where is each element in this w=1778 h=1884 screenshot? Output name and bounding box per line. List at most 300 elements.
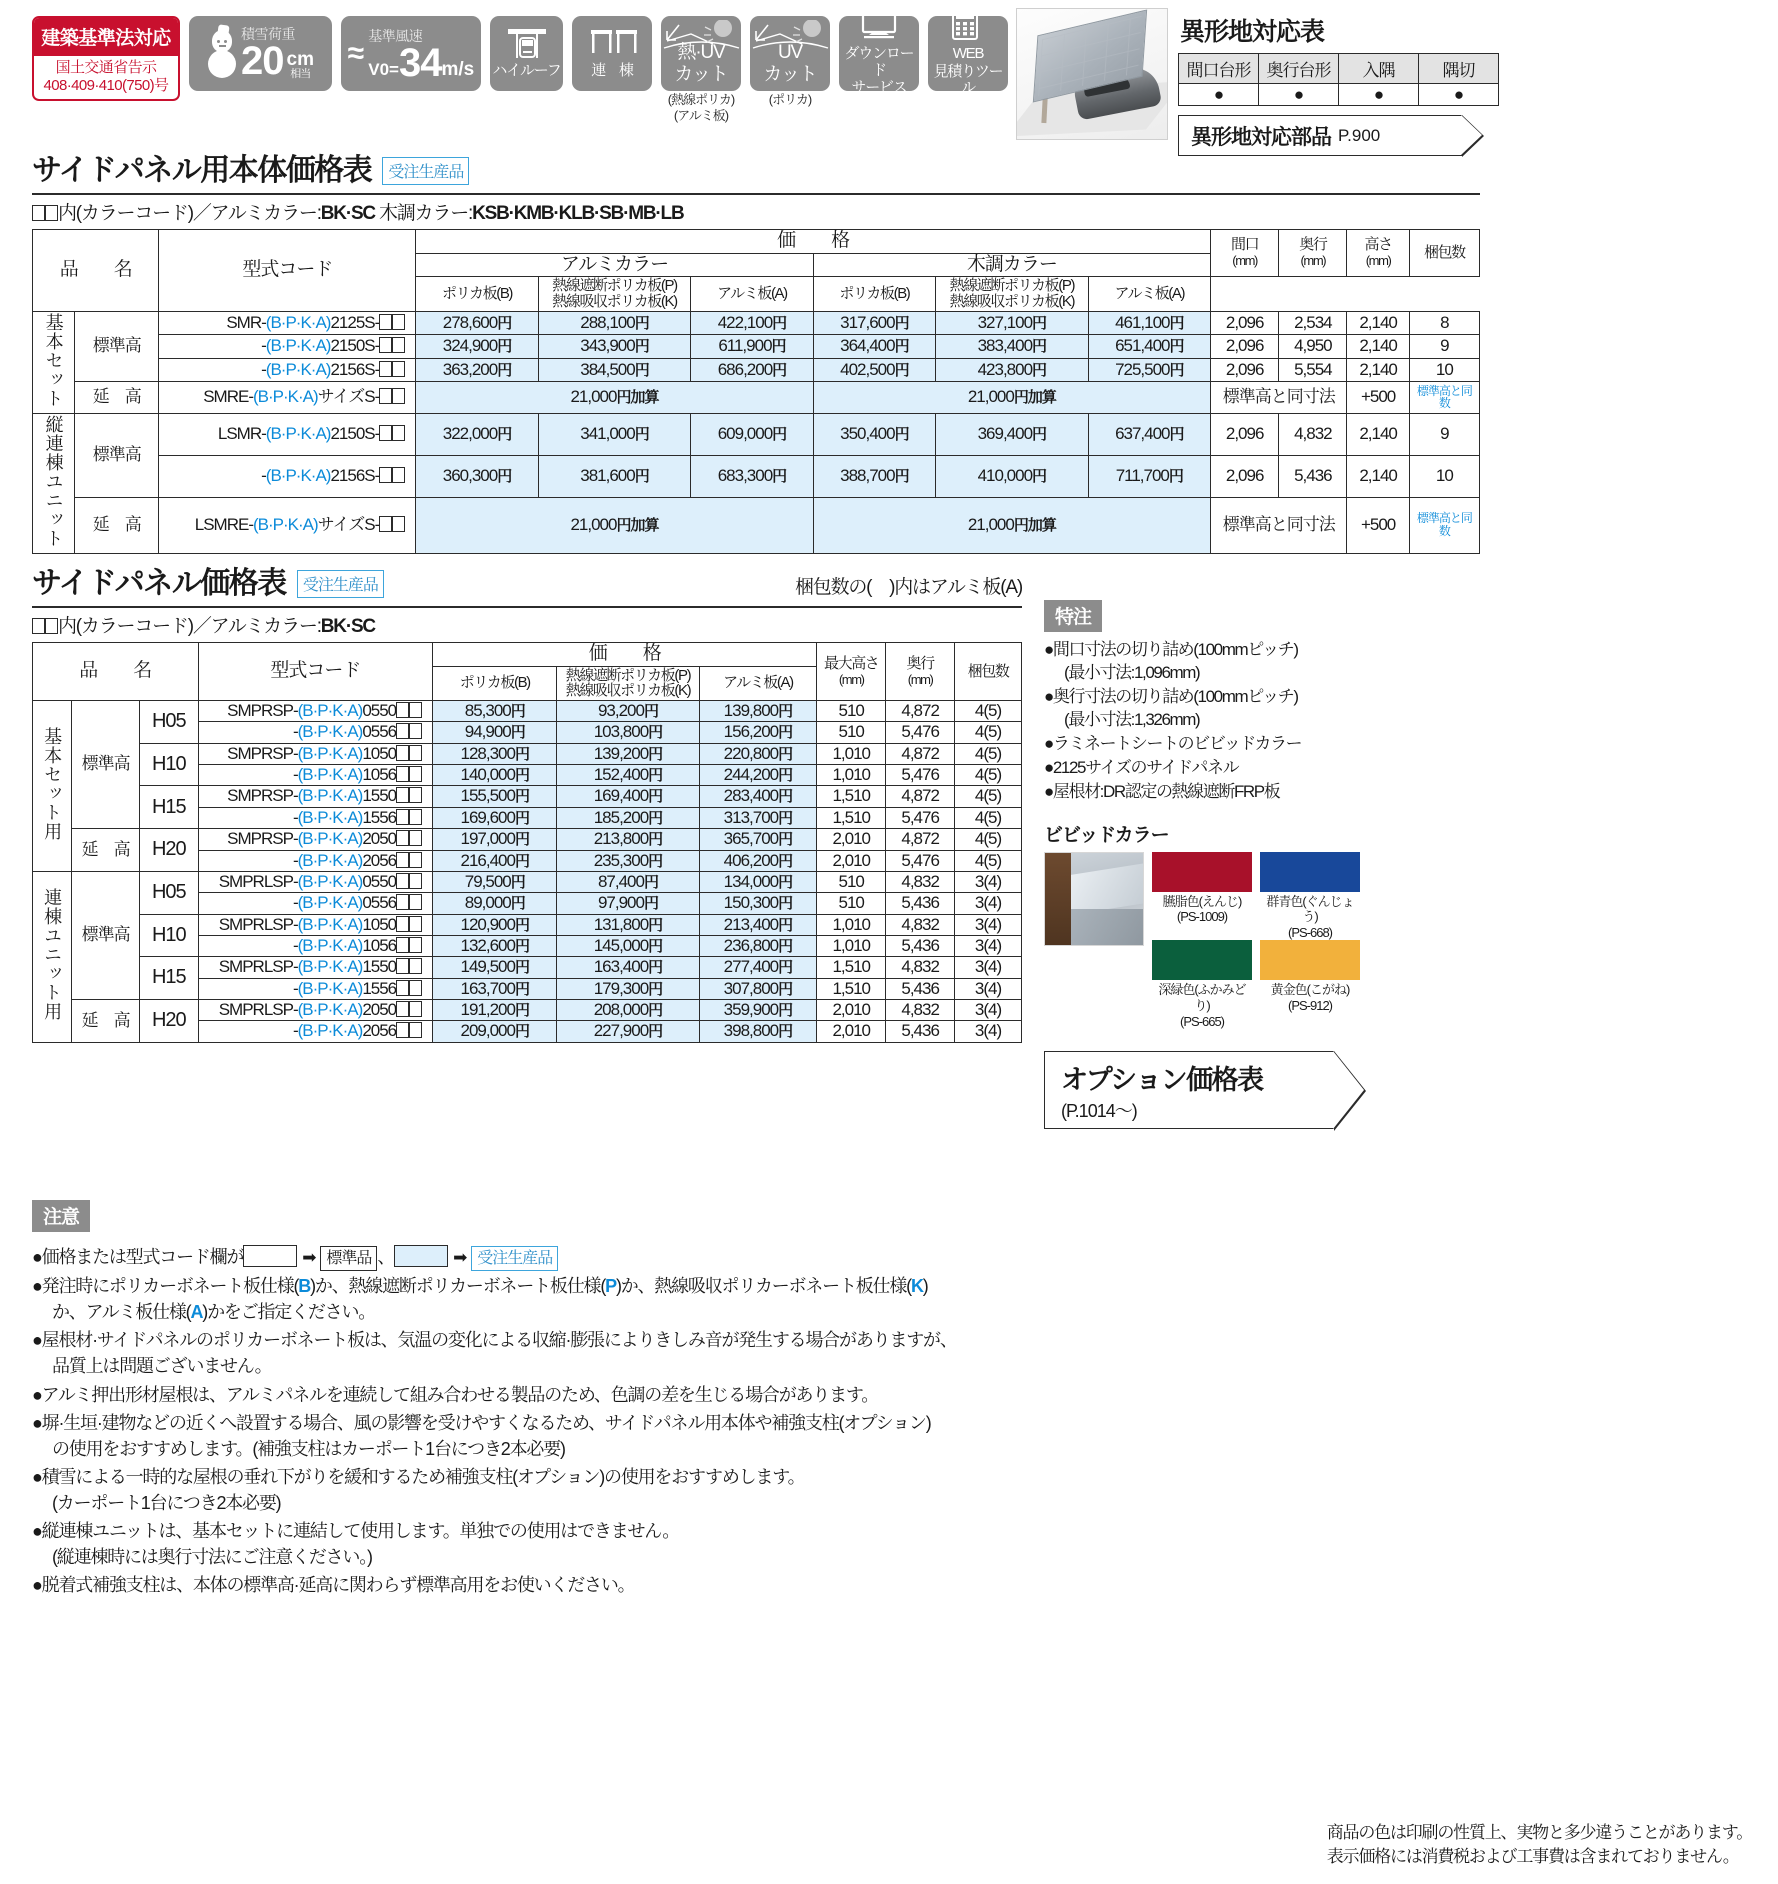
- table-row: [33, 871, 1022, 892]
- note-sub: 品質上は問題ございません。: [52, 1356, 272, 1377]
- s1-h-code: 型式コード: [159, 230, 416, 312]
- section2-heading: [32, 558, 1022, 602]
- dim-konpou: 標準高と同数: [1409, 382, 1479, 414]
- model-code: SMR-(B·P·K·A)2125S-: [159, 311, 416, 335]
- snow-load-label: 積雪荷重: [241, 26, 296, 42]
- dim-konpou: 3(4): [955, 1021, 1022, 1042]
- list-item-main: ●2125サイズのサイドパネル: [1044, 757, 1239, 777]
- option-price-page: (P.1014〜): [1061, 1100, 1137, 1121]
- list-item-main: ●間口寸法の切り詰め(100mmピッチ): [1044, 640, 1298, 659]
- price-poly: 79,500円: [433, 871, 557, 892]
- option-price-ribbon[interactable]: [1044, 1051, 1334, 1129]
- special-order-sidebar: [1044, 600, 1374, 1129]
- s2-h-code: 型式コード: [198, 643, 433, 701]
- s1-h-a-heat: 熱線遮断ポリカ板(P) 熱線吸収ポリカ板(K): [538, 277, 691, 312]
- table-row: [33, 413, 1480, 455]
- price-alumi: 307,800円: [699, 978, 817, 999]
- price-w-alumi: 725,500円: [1088, 358, 1210, 382]
- height-label: 標準高: [75, 311, 159, 382]
- price-a-heat: 381,600円: [538, 455, 691, 497]
- price-w-alumi: 651,400円: [1088, 335, 1210, 359]
- dim-konpou: 4(5): [955, 722, 1022, 743]
- dim-okuyuki: 5,476: [886, 765, 955, 786]
- model-code: -(B·P·K·A)2150S-: [159, 335, 416, 359]
- price-heat: 227,900円: [557, 1021, 699, 1042]
- dim-span: 標準高と同寸法: [1211, 497, 1347, 554]
- notes-tag: 注意: [32, 1200, 90, 1232]
- s1-h-w-heat: 熱線遮断ポリカ板(P) 熱線吸収ポリカ板(K): [936, 277, 1089, 312]
- group-label: 連棟ユニット用: [33, 871, 72, 1042]
- height-label: 延 高: [75, 497, 159, 554]
- dim-maxh: 510: [817, 722, 886, 743]
- multi-bay-label: 連 棟: [591, 62, 633, 80]
- group-label: 基本セット用: [33, 701, 72, 872]
- notes-list: [32, 1244, 1032, 1598]
- dim-konpou: 4(5): [955, 829, 1022, 850]
- s2-h-okuyuki: 奥行 (mm): [886, 643, 955, 701]
- model-code: SMRE-(B·P·K·A)サイズS-: [159, 382, 416, 414]
- badge-law-title: 建築基準法対応: [34, 18, 178, 56]
- color-swatch: [1260, 852, 1360, 941]
- list-item: [1044, 639, 1374, 685]
- price-w-poly: 350,400円: [813, 413, 935, 455]
- dim-span: 標準高と同寸法: [1211, 382, 1347, 414]
- badge-uv-cut: [750, 16, 830, 91]
- dim-okuyuki: 5,476: [886, 850, 955, 871]
- price-heat: 213,800円: [557, 829, 699, 850]
- dim-maguchi: 2,096: [1211, 358, 1279, 382]
- dim-maxh: 1,510: [817, 957, 886, 978]
- notes-section: [32, 1200, 1032, 1600]
- irreg-value-1: ●: [1259, 84, 1339, 106]
- size-label: H15: [140, 957, 198, 1000]
- list-item: [1044, 757, 1374, 780]
- price-alumi: 134,000円: [699, 871, 817, 892]
- price-heat: 163,400円: [557, 957, 699, 978]
- dim-konpou: 4(5): [955, 743, 1022, 764]
- dim-maxh: 1,010: [817, 743, 886, 764]
- list-item: [1044, 733, 1374, 756]
- table-header-row: [1179, 54, 1499, 84]
- note-main: ●発注時にポリカーボネート板仕様(B)か、熱線遮断ポリカーボネート板仕様(P)か、熱線吸収ポリカーボネート板仕様(K): [32, 1276, 928, 1297]
- section2-note-right: 梱包数の( )内はアルミ板(A): [794, 577, 1022, 598]
- heat-uv-cut-sub1: (熱線ポリカ): [667, 92, 735, 107]
- model-code: SMPRSP-(B·P·K·A)2050: [198, 829, 433, 850]
- web-estimate-label2: 見積りツール: [933, 62, 1003, 97]
- high-roof-label: ハイルーフ: [492, 62, 561, 80]
- badge-download-service[interactable]: [839, 16, 919, 97]
- model-code: -(B·P·K·A)1056: [198, 765, 433, 786]
- dim-takasa: +500: [1347, 382, 1409, 414]
- model-code: LSMRE-(B·P·K·A)サイズS-: [159, 497, 416, 554]
- table-header-row-1: [33, 230, 1480, 254]
- note-item: [32, 1518, 1032, 1570]
- note-pre: ●価格または型式コード欄が: [32, 1247, 244, 1267]
- irreg-header-3: 隅切: [1419, 54, 1499, 84]
- note-item: [32, 1464, 1032, 1516]
- note-sub: (カーポート1台につき2本必要): [52, 1492, 281, 1513]
- s1-h-wood: 木調カラー: [813, 253, 1210, 277]
- dim-konpou: 10: [1409, 358, 1479, 382]
- dim-konpou: 3(4): [955, 957, 1022, 978]
- dim-konpou: 3(4): [955, 871, 1022, 892]
- irreg-value-3: ●: [1419, 84, 1499, 106]
- badge-wind-speed: [341, 16, 481, 91]
- model-code: -(B·P·K·A)1556: [198, 978, 433, 999]
- irreg-header-0: 間口台形: [1179, 54, 1259, 84]
- price-alumi: 156,200円: [699, 722, 817, 743]
- s2-h-maxh: 最大高さ (mm): [817, 643, 886, 701]
- dim-maxh: 2,010: [817, 850, 886, 871]
- dim-okuyuki: 4,872: [886, 743, 955, 764]
- table-row: [33, 957, 1022, 978]
- s2-h-name: 品 名: [33, 643, 199, 701]
- model-code: -(B·P·K·A)1056: [198, 935, 433, 956]
- dim-konpou: 4(5): [955, 765, 1022, 786]
- table-row: [33, 382, 1480, 414]
- irregular-land-title: 異形地対応表: [1180, 18, 1325, 46]
- height-label: 延 高: [72, 829, 140, 872]
- group-label: 縦連棟ユニット: [33, 413, 75, 553]
- size-label: H20: [140, 1000, 198, 1043]
- snow-load-unit-sub: 相当: [290, 68, 311, 80]
- section2-order-tag: 受注生産品: [297, 570, 384, 598]
- s1-h-a-alumi: アルミ板(A): [691, 277, 813, 312]
- model-code: -(B·P·K·A)2156S-: [159, 358, 416, 382]
- list-item-main: ●屋根材:DR認定の熱線遮断FRP板: [1044, 781, 1280, 801]
- dim-konpou: 10: [1409, 455, 1479, 497]
- price-alumi: 244,200円: [699, 765, 817, 786]
- download-service-label1: ダウンロード: [844, 44, 914, 79]
- list-item-main: ●奥行寸法の切り詰め(100mmピッチ): [1044, 686, 1298, 706]
- swatch-code: (PS-912): [1287, 997, 1333, 1013]
- dim-okuyuki: 4,872: [886, 786, 955, 807]
- wind-speed-unit: m/s: [441, 59, 475, 80]
- price-poly: 94,900円: [433, 722, 557, 743]
- note-item: [32, 1382, 1032, 1408]
- section-panel-price-table: [32, 558, 1022, 1043]
- dim-takasa: +500: [1347, 497, 1409, 554]
- snowman-icon: [207, 30, 237, 78]
- list-item-sub: (最小寸法:1,326mm): [1064, 709, 1200, 729]
- dim-okuyuki: 4,832: [886, 957, 955, 978]
- dim-konpou: 4(5): [955, 786, 1022, 807]
- section1-order-tag: 受注生産品: [382, 157, 469, 185]
- dim-konpou: 4(5): [955, 701, 1022, 722]
- download-service-label2: サービス: [851, 79, 907, 97]
- heat-uv-cut-sub2: (アルミ板): [673, 108, 729, 124]
- table-row: [33, 701, 1022, 722]
- footnote-line1: 商品の色は印刷の性質上、実物と多少違うことがあります。: [1326, 1822, 1752, 1842]
- price-w-heat: 383,400円: [936, 335, 1089, 359]
- monitor-icon: [856, 10, 902, 44]
- swatch-code: (PS-1009): [1176, 909, 1228, 925]
- dim-maguchi: 2,096: [1211, 335, 1279, 359]
- note-item: [32, 1410, 1032, 1462]
- dim-konpou: 標準高と同数: [1409, 497, 1479, 554]
- badge-multi-bay: [572, 16, 652, 91]
- badge-heat-uv-cut-wrap: [661, 16, 741, 124]
- price-w-heat: 410,000円: [936, 455, 1089, 497]
- price-alumi: 277,400円: [699, 957, 817, 978]
- size-label: H10: [140, 743, 198, 786]
- color-code-box-3: [32, 618, 45, 634]
- model-code: -(B·P·K·A)2056: [198, 850, 433, 871]
- model-code: -(B·P·K·A)1556: [198, 807, 433, 828]
- price-heat: 208,000円: [557, 1000, 699, 1021]
- price-heat: 97,900円: [557, 893, 699, 914]
- dim-maxh: 1,010: [817, 935, 886, 956]
- badge-building-standards-law: [32, 16, 180, 101]
- price-w-heat: 369,400円: [936, 413, 1089, 455]
- dim-konpou: 3(4): [955, 978, 1022, 999]
- list-item: [1044, 686, 1374, 732]
- dim-maxh: 2,010: [817, 829, 886, 850]
- option-price-title: オプション価格表: [1061, 1064, 1263, 1095]
- price-heat: 179,300円: [557, 978, 699, 999]
- dim-konpou: 4(5): [955, 807, 1022, 828]
- price-poly: 85,300円: [433, 701, 557, 722]
- dim-konpou: 9: [1409, 335, 1479, 359]
- swatch-name: 黄金色(こがね): [1270, 982, 1350, 998]
- wind-speed-label: 基準風速: [368, 28, 423, 44]
- uv-cut-label1: UV: [778, 41, 802, 63]
- price-a-heat: 384,500円: [538, 358, 691, 382]
- model-code: SMPRLSP-(B·P·K·A)2050: [198, 1000, 433, 1021]
- arrow-icon: ➡: [302, 1248, 316, 1267]
- badge-uv-cut-wrap: [750, 16, 830, 107]
- dim-okuyuki: 5,476: [886, 807, 955, 828]
- high-roof-icon: [504, 27, 550, 61]
- section1-table: [32, 229, 1480, 554]
- order-product-tag: 受注生産品: [471, 1246, 558, 1271]
- dim-maxh: 1,010: [817, 914, 886, 935]
- price-heat: 93,200円: [557, 701, 699, 722]
- dim-okuyuki: 2,534: [1279, 311, 1347, 335]
- price-w-poly: 402,500円: [813, 358, 935, 382]
- table-row: [33, 1000, 1022, 1021]
- dim-maxh: 510: [817, 871, 886, 892]
- dim-okuyuki: 4,832: [1279, 413, 1347, 455]
- heat-uv-cut-icon: [661, 20, 741, 50]
- dim-okuyuki: 5,436: [886, 978, 955, 999]
- model-code: SMPRLSP-(B·P·K·A)0550: [198, 871, 433, 892]
- dim-maguchi: 2,096: [1211, 311, 1279, 335]
- s1-h-maguchi: 間口 (mm): [1211, 230, 1279, 277]
- s1-h-a-poly: ポリカ板(B): [416, 277, 538, 312]
- price-a-poly: 360,300円: [416, 455, 538, 497]
- price-heat: 103,800円: [557, 722, 699, 743]
- color-code-box-4: [45, 618, 58, 634]
- price-a-poly: 322,000円: [416, 413, 538, 455]
- s1-h-takasa: 高さ (mm): [1347, 230, 1409, 277]
- price-a-poly: 324,900円: [416, 335, 538, 359]
- group-label: 基本セット: [33, 311, 75, 413]
- s2-h-price: 価 格: [433, 643, 817, 667]
- dim-okuyuki: 5,436: [1279, 455, 1347, 497]
- price-heat: 185,200円: [557, 807, 699, 828]
- section2-title: サイドパネル価格表: [32, 567, 286, 600]
- dim-okuyuki: 5,436: [886, 893, 955, 914]
- price-a-alumi: 422,100円: [691, 311, 813, 335]
- dim-okuyuki: 5,436: [886, 935, 955, 956]
- price-alumi: 365,700円: [699, 829, 817, 850]
- price-alumi: 313,700円: [699, 807, 817, 828]
- note-item: [32, 1572, 1032, 1598]
- dim-konpou: 8: [1409, 311, 1479, 335]
- price-poly: 128,300円: [433, 743, 557, 764]
- multi-bay-icon: [589, 27, 635, 61]
- price-heat: 152,400円: [557, 765, 699, 786]
- swatch-code: (PS-668): [1287, 924, 1333, 940]
- table-row: [1179, 84, 1499, 106]
- s1-h-price: 価 格: [416, 230, 1211, 254]
- note-sub: (縦連棟時には奥行寸法にご注意ください。): [52, 1547, 372, 1568]
- note-main: ●屋根材·サイドパネルのポリカーボネート板は、気温の変化による収縮·膨張によりきしみ音が発生する場合がありますが、: [32, 1330, 957, 1351]
- section-body-price-table: [32, 145, 1480, 554]
- irreg-value-0: ●: [1179, 84, 1259, 106]
- price-w-alumi: 637,400円: [1088, 413, 1210, 455]
- badge-web-estimate-tool[interactable]: [928, 16, 1008, 97]
- price-poly: 149,500円: [433, 957, 557, 978]
- irreg-header-2: 入隅: [1339, 54, 1419, 84]
- price-a-heat: 341,000円: [538, 413, 691, 455]
- price-poly: 216,400円: [433, 850, 557, 871]
- note-main: ●脱着式補強支柱は、本体の標準高·延高に関わらず標準高用をお使いください。: [32, 1575, 635, 1596]
- price-poly: 197,000円: [433, 829, 557, 850]
- irregular-parts-page: P.900: [1338, 125, 1381, 145]
- dim-maxh: 1,510: [817, 786, 886, 807]
- wind-speed-value: 34: [398, 41, 442, 85]
- web-estimate-label1: WEB: [952, 44, 984, 62]
- vivid-color-title: ビビッドカラー: [1044, 824, 1169, 846]
- dim-konpou: 3(4): [955, 1000, 1022, 1021]
- arrow-icon-2: ➡: [453, 1248, 467, 1267]
- blue-box-sample: [394, 1245, 448, 1267]
- dim-takasa: 2,140: [1347, 311, 1409, 335]
- section1-table-body: [33, 311, 1480, 554]
- dim-maguchi: 2,096: [1211, 455, 1279, 497]
- price-poly: 169,600円: [433, 807, 557, 828]
- note-mid: 、: [377, 1247, 395, 1267]
- calculator-icon: [945, 10, 991, 44]
- price-poly: 132,600円: [433, 935, 557, 956]
- badge-high-roof: [490, 16, 563, 91]
- snow-load-value: 20: [241, 39, 284, 83]
- note-main: ●塀·生垣·建物などの近くへ設置する場合、風の影響を受けやすくなるため、サイドパネル用本体や補強支柱(オプション): [32, 1412, 931, 1433]
- price-span-alumi: 21,000円加算: [416, 382, 813, 414]
- size-label: H15: [140, 786, 198, 829]
- model-code: SMPRSP-(B·P·K·A)1050: [198, 743, 433, 764]
- table-row: [33, 743, 1022, 764]
- price-alumi: 139,800円: [699, 701, 817, 722]
- wind-speed-prefix: V0=: [368, 60, 399, 79]
- swatch-chip: [1260, 940, 1360, 980]
- model-code: -(B·P·K·A)2156S-: [159, 455, 416, 497]
- model-code: -(B·P·K·A)0556: [198, 722, 433, 743]
- s2-h-heat: 熱線遮断ポリカ板(P) 熱線吸収ポリカ板(K): [557, 666, 699, 701]
- irregular-land-table: [1178, 53, 1499, 106]
- swatch-chip: [1260, 852, 1360, 892]
- price-w-heat: 423,800円: [936, 358, 1089, 382]
- dim-okuyuki: 5,476: [886, 722, 955, 743]
- swatch-chip: [1152, 940, 1252, 980]
- model-code: -(B·P·K·A)2056: [198, 1021, 433, 1042]
- color-swatch: [1152, 852, 1252, 941]
- vivid-color-photo: [1044, 852, 1144, 946]
- model-code: SMPRSP-(B·P·K·A)1550: [198, 786, 433, 807]
- special-order-tag: 特注: [1044, 600, 1102, 632]
- price-a-alumi: 686,200円: [691, 358, 813, 382]
- color-swatch: [1260, 940, 1360, 1029]
- dim-konpou: 3(4): [955, 893, 1022, 914]
- price-heat: 145,000円: [557, 935, 699, 956]
- section2-table-body: [33, 701, 1022, 1043]
- feature-badge-bar: [32, 16, 1008, 124]
- section2-table: [32, 642, 1022, 1043]
- dim-takasa: 2,140: [1347, 358, 1409, 382]
- price-w-alumi: 711,700円: [1088, 455, 1210, 497]
- swatch-chip: [1152, 852, 1252, 892]
- price-alumi: 150,300円: [699, 893, 817, 914]
- dim-takasa: 2,140: [1347, 413, 1409, 455]
- s1-h-alumi: アルミカラー: [416, 253, 813, 277]
- dim-okuyuki: 4,872: [886, 829, 955, 850]
- price-poly: 155,500円: [433, 786, 557, 807]
- size-label: H20: [140, 829, 198, 872]
- s1-h-okuyuki: 奥行 (mm): [1279, 230, 1347, 277]
- price-alumi: 213,400円: [699, 914, 817, 935]
- price-a-alumi: 609,000円: [691, 413, 813, 455]
- model-code: -(B·P·K·A)0556: [198, 893, 433, 914]
- price-heat: 131,800円: [557, 914, 699, 935]
- table-row: [33, 358, 1480, 382]
- price-w-heat: 327,100円: [936, 311, 1089, 335]
- footnote: [1327, 1821, 1752, 1870]
- price-heat: 139,200円: [557, 743, 699, 764]
- price-heat: 87,400円: [557, 871, 699, 892]
- dim-maxh: 1,010: [817, 765, 886, 786]
- dim-okuyuki: 4,950: [1279, 335, 1347, 359]
- dim-okuyuki: 5,436: [886, 1021, 955, 1042]
- color-swatch: [1152, 940, 1252, 1029]
- price-w-poly: 364,400円: [813, 335, 935, 359]
- dim-okuyuki: 5,554: [1279, 358, 1347, 382]
- heat-uv-cut-label2: カット: [674, 64, 728, 85]
- swatch-code: (PS-665): [1179, 1013, 1225, 1029]
- s1-h-w-alumi: アルミ板(A): [1088, 277, 1210, 312]
- note-sub: の使用をおすすめします。(補強支柱はカーポート1台につき2本必要): [52, 1438, 565, 1459]
- badge-law-detail: 国土交通省告示 408·409·410(750)号: [43, 59, 169, 94]
- dim-konpou: 3(4): [955, 935, 1022, 956]
- list-item: [1044, 781, 1374, 804]
- note-main: ●積雪による一時的な屋根の垂れ下がりを緩和するため補強支柱(オプション)の使用をおすすめします。: [32, 1466, 805, 1487]
- price-alumi: 359,900円: [699, 1000, 817, 1021]
- heat-uv-cut-label1: 熱·UV: [677, 41, 725, 63]
- color-code-box-1: [32, 205, 45, 221]
- price-a-heat: 343,900円: [538, 335, 691, 359]
- table-row: [33, 914, 1022, 935]
- dim-maxh: 1,510: [817, 807, 886, 828]
- section2-colorcode: 内(カラーコード)／アルミカラー:BK·SC: [32, 608, 1022, 642]
- swatch-name: 群青色(ぐんじょう): [1266, 893, 1354, 925]
- irreg-header-1: 奥行台形: [1259, 54, 1339, 84]
- note-main: ●縦連棟ユニットは、基本セットに連結して使用します。単独での使用はできません。: [32, 1521, 679, 1542]
- table-row: [33, 311, 1480, 335]
- swatch-name: 深緑色(ふかみどり): [1158, 982, 1246, 1013]
- price-poly: 120,900円: [433, 914, 557, 935]
- standard-product-tag: 標準品: [320, 1246, 377, 1271]
